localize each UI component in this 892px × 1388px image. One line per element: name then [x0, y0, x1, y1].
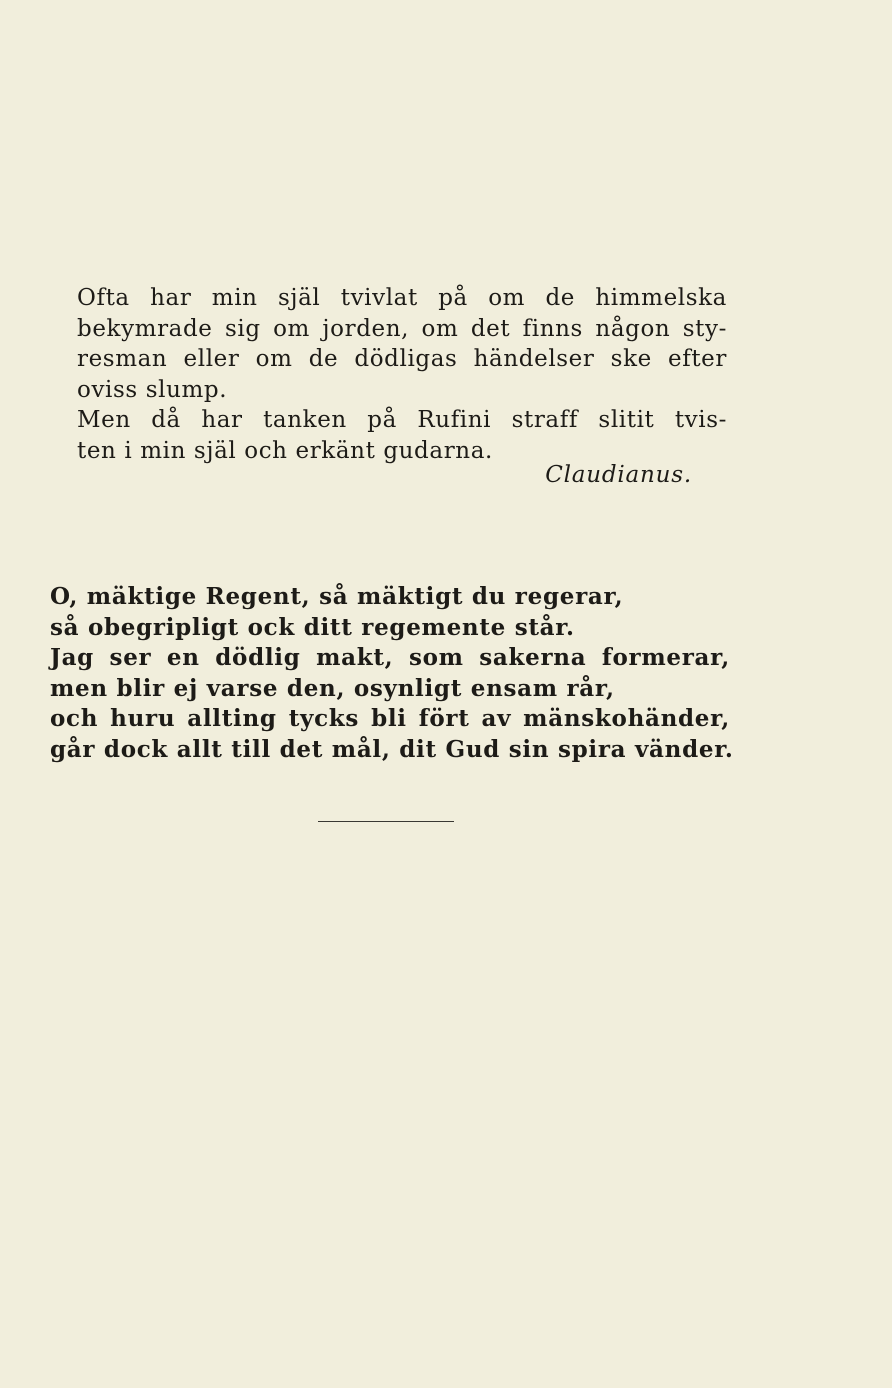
quote-line: Ofta har min själ tvivlat på om de himmelska: [77, 285, 727, 311]
poem-line: Jag ser en dödlig makt, som sakerna formerar,: [50, 644, 730, 671]
quote-line: resman eller om de dödligas händelser ske efter: [77, 346, 727, 372]
quote-line: oviss slump.: [77, 376, 228, 403]
poem-line: går dock allt till det mål, dit Gud sin spira vänder.: [50, 735, 734, 763]
poem-line: och huru allting tycks bli fört av mänskohänder,: [50, 705, 730, 732]
poem-stanza: [50, 582, 734, 765]
epigraph-quote: [77, 283, 727, 466]
section-divider: [318, 821, 454, 822]
poem-line: så obegripligt ock ditt regemente står.: [50, 613, 575, 641]
quote-attribution: Claudianus.: [545, 462, 692, 488]
quote-line: bekymrade sig om jorden, om det finns någon sty-: [77, 315, 727, 342]
poem-line: men blir ej varse den, osynligt ensam rår,: [50, 674, 615, 702]
poem-line: O, mäktige Regent, så mäktigt du regerar,: [50, 583, 624, 610]
quote-line: ten i min själ och erkänt gudarna.: [77, 437, 493, 464]
quote-line: Men då har tanken på Rufini straff slitit tvis-: [77, 407, 727, 433]
